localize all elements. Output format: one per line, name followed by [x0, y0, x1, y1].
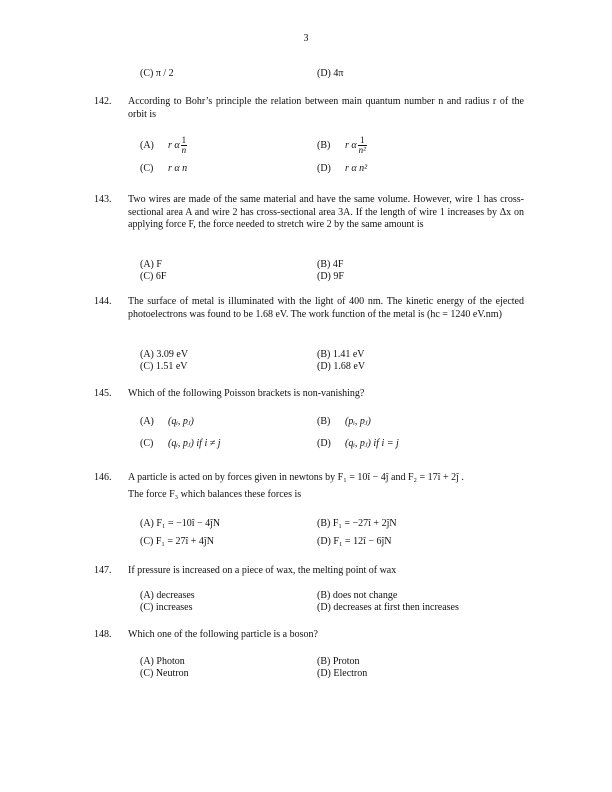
fraction-numerator: 1 [358, 136, 367, 146]
option-c: (C) π / 2 [140, 68, 174, 79]
question-stem: The surface of metal is illuminated with the light of 400 nm. The kinetic energy of the ejected photoelectrons was found to be 1.68 eV. The work function of the metal is (hc = 1240 eV.nm) [128, 296, 524, 320]
option-label: (D) [317, 438, 331, 449]
option-a: (A) 3.09 eV [140, 349, 189, 360]
option-a: (A) Photon [140, 656, 185, 667]
option-d: (D) decreases at first then increases [317, 602, 459, 613]
option-d: (D) 4π [317, 68, 344, 79]
question-stem: Two wires are made of the same material and have the same volume. However, wire 1 has cross-sectional area A and wire 2 has cross-sectional area 3A. If the length of wire 1 increases by Δx on applying force F, the force needed to stretch wire 2 by the same amount is [128, 194, 524, 230]
option-label: (D) [317, 163, 331, 174]
question-stem: If pressure is increased on a piece of wax, the melting point of wax [128, 565, 397, 576]
question-stem-line-1: A particle is acted on by forces given in newtons by F₁ = 10î − 4ĵ and F₂ = 17î + 2ĵ . [128, 472, 464, 483]
option-text: (qᵢ, pⱼ) if i = j [345, 438, 399, 449]
option-text: r α [345, 139, 357, 151]
option-c [140, 438, 221, 450]
option-text: (qᵢ, pⱼ) if i ≠ j [168, 438, 221, 449]
question-number: 143. [94, 194, 112, 205]
question-number: 146. [94, 472, 112, 483]
option-c: (C) F₁ = 27î + 4ĵN [140, 536, 214, 547]
question-148 [94, 629, 524, 642]
option-label: (A) [140, 416, 154, 427]
question-number: 147. [94, 565, 112, 576]
fraction [181, 136, 188, 155]
question-stem: Which one of the following particle is a boson? [128, 629, 318, 640]
option-a: (A) F₁ = −10î − 4ĵN [140, 518, 221, 529]
option-label: (C) [140, 438, 154, 449]
question-stem-line-2: The force F₃ which balances these forces is [128, 488, 302, 500]
option-label: (C) [140, 163, 154, 174]
fraction-numerator: 1 [181, 135, 187, 145]
option-label: (B) [317, 139, 331, 151]
fraction [358, 136, 367, 155]
option-c: (C) Neutron [140, 668, 189, 679]
option-label: (A) [140, 139, 154, 151]
option-d: (D) 9F [317, 271, 344, 282]
question-number: 142. [94, 96, 112, 107]
option-d [317, 438, 399, 450]
option-c: (C) 6F [140, 271, 167, 282]
option-d: (D) F₁ = 12î − 6ĵN [317, 536, 392, 547]
option-b: (B) 1.41 eV [317, 349, 365, 360]
option-c: (C) increases [140, 602, 193, 613]
question-stem: Which of the following Poisson brackets is non-vanishing? [128, 388, 365, 399]
option-d [317, 163, 367, 175]
page-number: 3 [303, 33, 309, 44]
fraction-denominator: n² [358, 145, 366, 155]
option-d: (D) 1.68 eV [317, 361, 366, 372]
option-b: (B) F₁ = −27î + 2ĵN [317, 518, 397, 529]
option-b: (B) 4F [317, 259, 344, 270]
question-142 [94, 96, 524, 121]
option-a: (A) decreases [140, 590, 195, 601]
question-147 [94, 565, 524, 578]
option-b: (B) Proton [317, 656, 360, 667]
question-145 [94, 388, 524, 401]
option-b [317, 136, 367, 155]
option-b: (B) does not change [317, 590, 398, 601]
option-text: (qᵢ, pⱼ) [168, 416, 194, 427]
fraction-denominator: n [181, 145, 187, 155]
option-a [140, 136, 187, 155]
option-c [140, 163, 187, 175]
option-text: r α n [168, 163, 188, 174]
option-label: (B) [317, 416, 331, 427]
option-d: (D) Electron [317, 668, 368, 679]
question-number: 144. [94, 296, 112, 307]
option-b [317, 416, 371, 428]
option-text: r α n² [345, 163, 368, 174]
question-144 [94, 296, 524, 321]
option-a: (A) F [140, 259, 162, 270]
option-c: (C) 1.51 eV [140, 361, 188, 372]
option-text: (pᵢ, pⱼ) [345, 416, 371, 427]
option-a [140, 416, 194, 428]
question-143 [94, 194, 524, 232]
question-146 [94, 472, 524, 501]
question-number: 148. [94, 629, 112, 640]
question-stem: According to Bohr’s principle the relation between main quantum number n and radius r of the orbit is [128, 96, 524, 120]
option-text: r α [168, 139, 180, 151]
question-number: 145. [94, 388, 112, 399]
